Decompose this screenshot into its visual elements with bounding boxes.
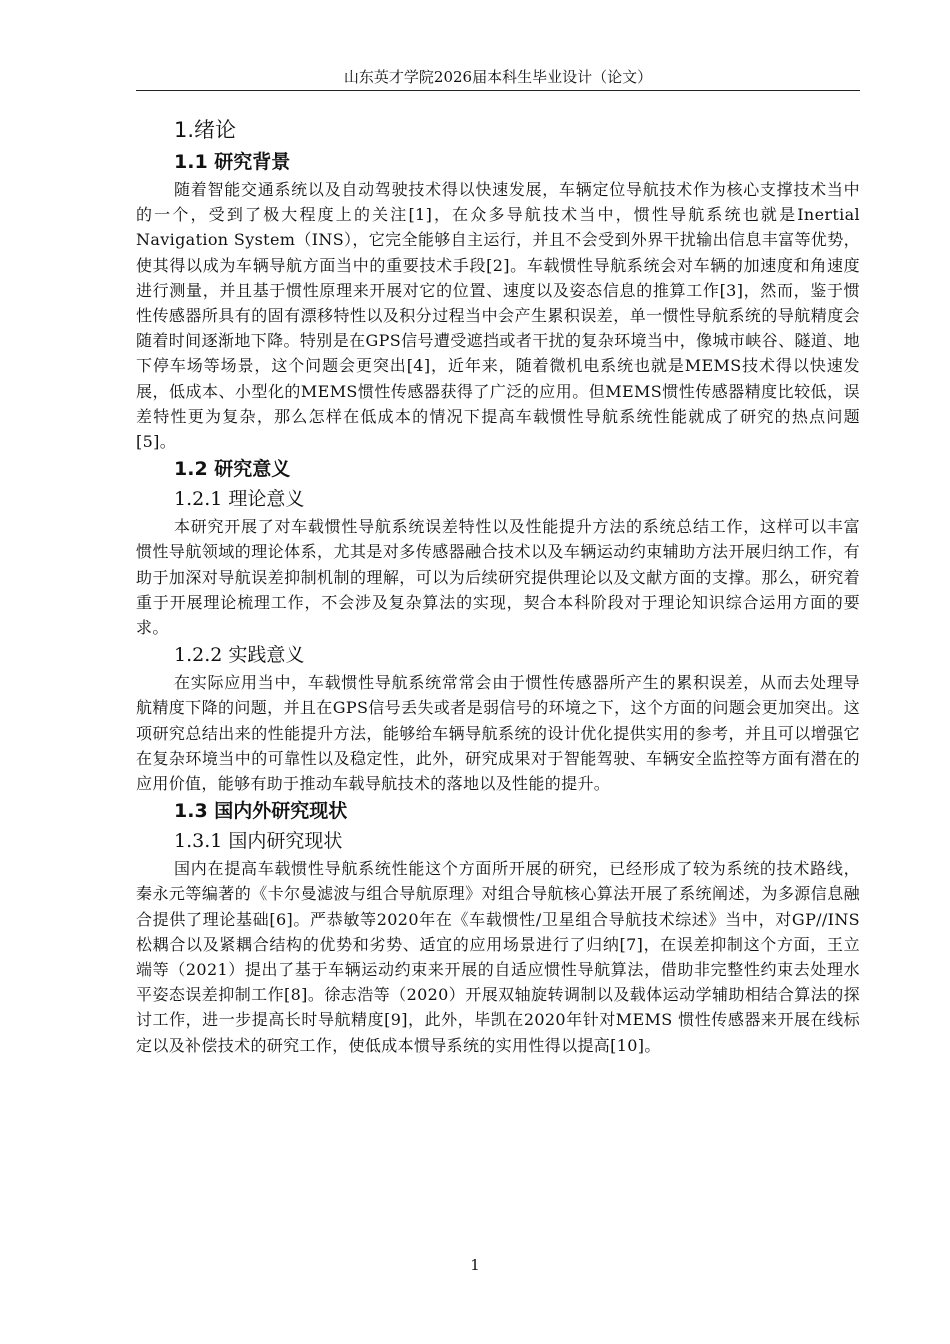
paragraph-domestic-status: 国内在提高车载惯性导航系统性能这个方面所开展的研究，已经形成了较为系统的技术路线，秦永元等编著的《卡尔曼滤波与组合导航原理》对组合导航核心算法开展了系统阐述，为多源信息融合提供了理论基础[6]。严恭敏等2020年在《车载惯性/卫星组合导航技术综述》当中，对GP//INS松耦合以及紧耦合结构的优势和劣势、适宜的应用场景进行了归纳[7]，在误差抑制这个方面，王立端等（2021）提出了基于车辆运动约束来开展的自适应惯性导航算法，借助非完整性约束去处理水平姿态误差抑制工作[8]。徐志浩等（2020）开展双轴旋转调制以及载体运动学辅助相结合算法的探讨工作，进一步提高长时导航精度[9]，此外，毕凯在2020年针对MEMS 惯性传感器来开展在线标定以及补偿技术的研究工作，使低成本惯导系统的实用性得以提高[10]。 (136, 859, 860, 1055)
paragraph-research-background: 随着智能交通系统以及自动驾驶技术得以快速发展，车辆定位导航技术作为核心支撑技术当中的一个，受到了极大程度上的关注[1]，在众多导航技术当中，惯性导航系统也就是Inertial Navigation System（INS），它完全能够自主运行，并且不会受到外界干扰输出信息丰富等优势，使其得以成为车辆导航方面当中的重要技术手段[2]。车载惯性导航系统会对车辆的加速度和角速度进行测量，并且基于惯性原理来开展对它的位置、速度以及姿态信息的推算工作[3]，然而，鉴于惯性传感器所具有的固有漂移特性以及积分过程当中会产生累积误差，单一惯性导航系统的导航精度会随着时间逐渐地下降。特别是在GPS信号遭受遮挡或者干扰的复杂环境当中，像城市峡谷、隧道、地下停车场等场景，这个问题会更突出[4]，近年来，随着微机电系统也就是MEMS技术得以快速发展，低成本、小型化的MEMS惯性传感器获得了广泛的应用。但MEMS惯性传感器精度比较低，误差特性更为复杂，那么怎样在低成本的情况下提高车载惯性导航系统性能就成了研究的热点问题[5]。 (136, 180, 860, 452)
section-title-research-status: 1.3 国内外研究现状 (174, 800, 348, 823)
subsection-title-theoretical-significance: 1.2.1 理论意义 (174, 488, 305, 511)
section-title-research-background: 1.1 研究背景 (174, 151, 291, 173)
running-header: 山东英才学院2026届本科生毕业设计（论文） (136, 66, 860, 91)
page-number: 1 (470, 1256, 480, 1274)
subsection-title-practical-significance: 1.2.2 实践意义 (174, 644, 305, 667)
section-title-research-significance: 1.2 研究意义 (174, 458, 291, 481)
subsection-title-domestic-status: 1.3.1 国内研究现状 (174, 830, 343, 853)
body-content (136, 115, 860, 1058)
paragraph-theoretical-significance: 本研究开展了对车载惯性导航系统误差特性以及性能提升方法的系统总结工作，这样可以丰富惯性导航领域的理论体系，尤其是对多传感器融合技术以及车辆运动约束辅助方法开展归纳工作，有助于加深对导航误差抑制机制的理解，可以为后续研究提供理论以及文献方面的支撑。那么，研究着重于开展理论梳理工作，不会涉及复杂算法的实现，契合本科阶段对于理论知识综合运用方面的要求。 (136, 517, 860, 638)
chapter-title: 1.绪论 (174, 118, 237, 142)
paragraph-practical-significance: 在实际应用当中，车载惯性导航系统常常会由于惯性传感器所产生的累积误差，从而去处理导航精度下降的问题，并且在GPS信号丢失或者是弱信号的环境之下，这个方面的问题会更加突出。这项研究总结出来的性能提升方法，能够给车辆导航系统的设计优化提供实用的参考，并且可以增强它在复杂环境当中的可靠性以及稳定性，此外，研究成果对于智能驾驶、车辆安全监控等方面有潜在的应用价值，能够有助于推动车载导航技术的落地以及性能的提升。 (136, 673, 860, 794)
